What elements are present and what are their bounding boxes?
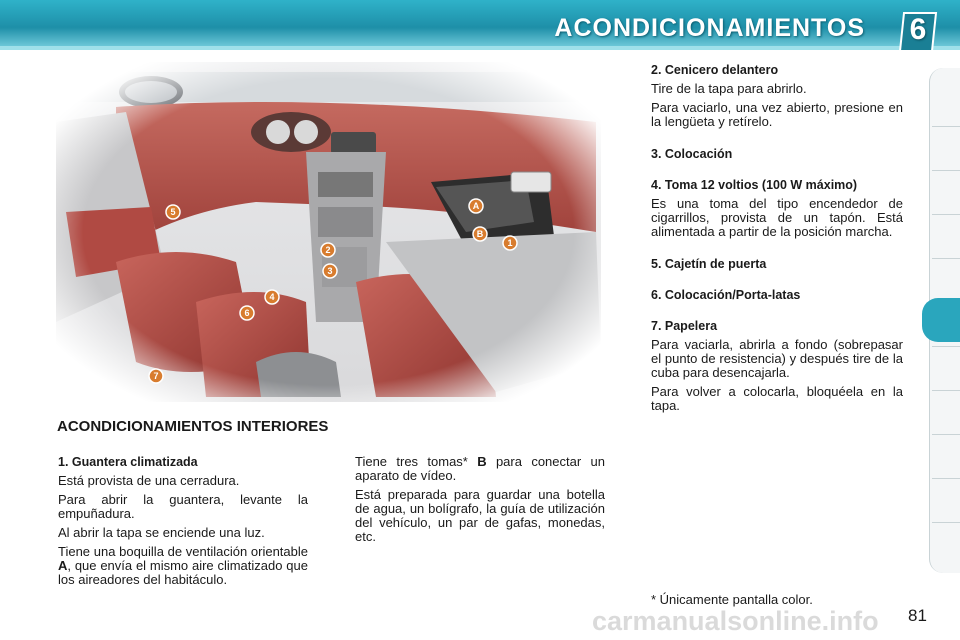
callout-label: 1 xyxy=(507,238,513,248)
tab-divider xyxy=(932,170,960,171)
item-1-text: Está provista de una cerradura. xyxy=(58,473,240,488)
callout-marker xyxy=(265,290,279,304)
item-7-text: Para vaciarla, abrirla a fondo (sobrepasar el punto de resistencia) y después tire de la cuba para desencajarla. xyxy=(651,337,903,380)
callout-label: 4 xyxy=(269,292,275,302)
callout-ref: B xyxy=(477,454,487,469)
callout-label: 7 xyxy=(153,371,159,381)
interior-illustration xyxy=(56,62,601,402)
item-2-title: 2. Cenicero delantero xyxy=(651,63,779,77)
item-2-text: Tire de la tapa para abrirlo. xyxy=(651,81,807,96)
callout-marker xyxy=(469,199,483,213)
callout-marker xyxy=(166,205,180,219)
active-chapter-tab[interactable] xyxy=(922,298,960,342)
chapter-badge xyxy=(898,11,938,53)
page-number: 81 xyxy=(908,606,927,625)
item-1-text xyxy=(58,545,308,587)
column-2 xyxy=(355,455,605,549)
tab-divider xyxy=(932,258,960,259)
callout-marker xyxy=(240,306,254,320)
callout-label: 3 xyxy=(327,266,333,276)
text-run: Tiene tres tomas* xyxy=(355,454,478,469)
text-run: para conectar un aparato de vídeo. xyxy=(355,454,605,483)
item-3-title: 3. Colocación xyxy=(651,147,733,161)
item-6-title: 6. Colocación/Porta-latas xyxy=(651,288,801,302)
column-1 xyxy=(58,455,308,592)
tab-divider xyxy=(932,478,960,479)
callout-ref: A xyxy=(58,558,68,573)
tab-divider xyxy=(932,390,960,391)
item-5-title: 5. Cajetín de puerta xyxy=(651,257,767,271)
item-4-title: 4. Toma 12 voltios (100 W máximo) xyxy=(651,178,858,192)
item-1-text xyxy=(355,455,605,483)
text-run: Tiene una boquilla de ventilación orientable xyxy=(58,544,308,559)
text-run: , que envía el mismo aire climatizado que los aireadores del habitáculo. xyxy=(58,558,308,587)
item-1-text: Para abrir la guantera, levante la empuñadura. xyxy=(58,492,308,521)
callout-marker xyxy=(473,227,487,241)
chapter-number: 6 xyxy=(909,13,927,46)
callout-marker xyxy=(321,243,335,257)
item-2-text: Para vaciarlo, una vez abierto, presione en la lengüeta y retírelo. xyxy=(651,100,903,129)
tab-divider xyxy=(932,214,960,215)
column-3 xyxy=(651,63,903,418)
item-4-text: Es una toma del tipo encendedor de cigarrillos, provista de un tapón. Está alimentada a partir de la posición marcha. xyxy=(651,196,903,239)
tab-divider xyxy=(932,346,960,347)
callout-marker xyxy=(503,236,517,250)
callout-label: B xyxy=(476,229,484,239)
callout-marker xyxy=(323,264,337,278)
item-1-text: Al abrir la tapa se enciende una luz. xyxy=(58,525,265,540)
callout-label: 6 xyxy=(244,308,250,318)
section-heading: ACONDICIONAMIENTOS INTERIORES xyxy=(57,418,329,435)
footnote: * Únicamente pantalla color. xyxy=(651,592,813,607)
tab-divider xyxy=(932,126,960,127)
item-7-text: Para volver a colocarla, bloquéela en la tapa. xyxy=(651,384,903,413)
tab-divider xyxy=(932,522,960,523)
callout-marker xyxy=(149,369,163,383)
item-1-text: Está preparada para guardar una botella de agua, un bolígrafo, la guía de utilización del vehículo, un par de gafas, monedas, etc. xyxy=(355,487,605,544)
item-1-title: 1. Guantera climatizada xyxy=(58,455,198,469)
callout-label: A xyxy=(472,201,480,211)
watermark: carmanualsonline.info xyxy=(592,606,879,636)
page-title: ACONDICIONAMIENTOS xyxy=(554,14,865,42)
callout-label: 2 xyxy=(325,245,331,255)
tab-divider xyxy=(932,434,960,435)
item-7-title: 7. Papelera xyxy=(651,319,718,333)
callout-label: 5 xyxy=(170,207,176,217)
